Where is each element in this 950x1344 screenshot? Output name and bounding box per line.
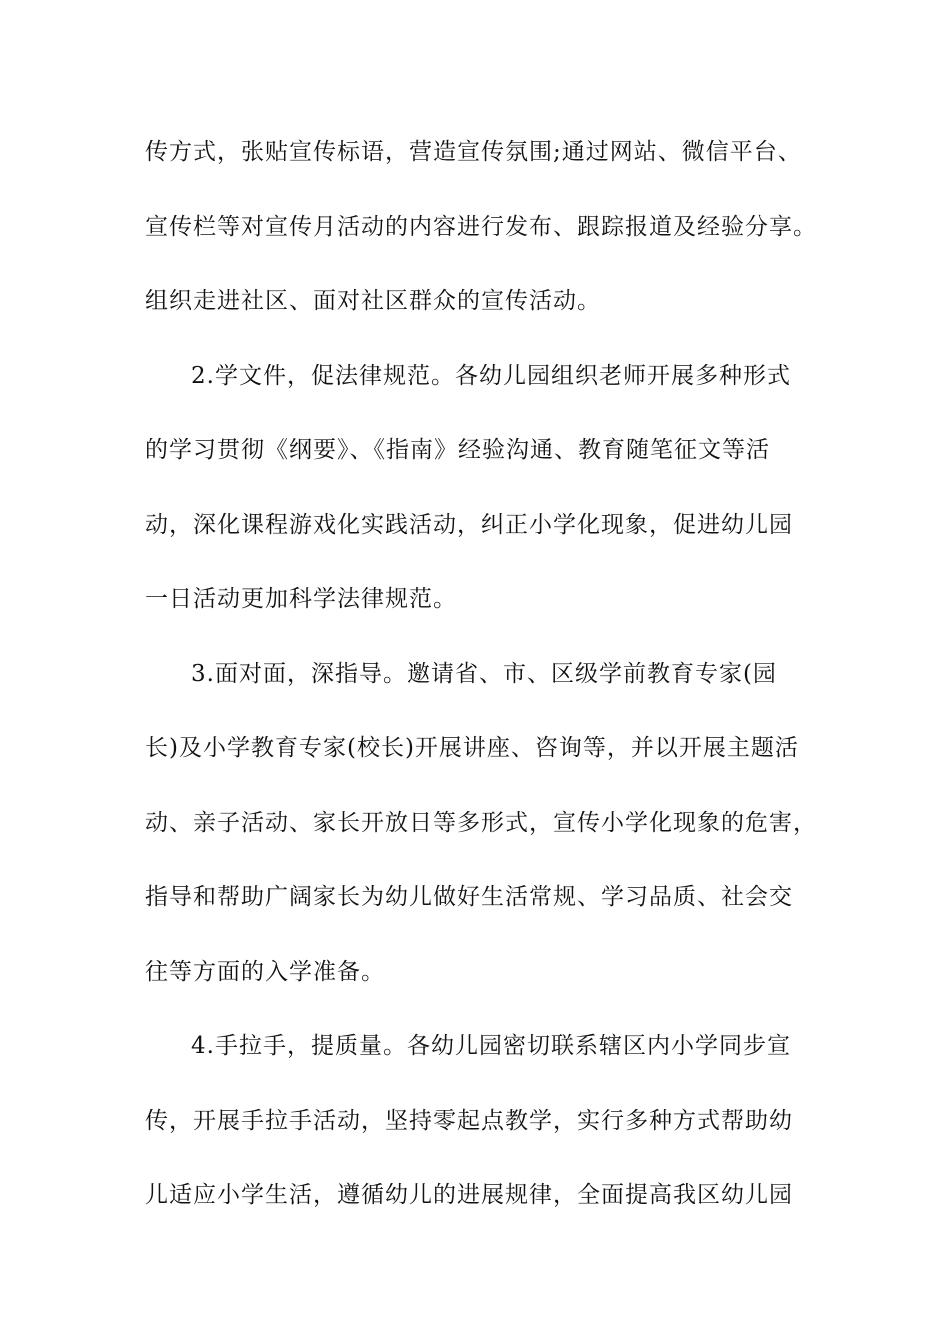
text-line: 儿适应小学生活，遵循幼儿的进展规律，全面提高我区幼儿园	[145, 1182, 793, 1208]
text-line: 一日活动更加科学法律规范。	[145, 586, 457, 612]
text-line: 组织走进社区、面对社区群众的宣传活动。	[145, 288, 601, 314]
paragraph-heading-line: 4.手拉手，提质量。各幼儿园密切联系辖区内小学同步宣	[191, 1033, 791, 1059]
paragraph-heading-line: 2.学文件，促法律规范。各幼儿园组织老师开展多种形式	[191, 362, 791, 389]
text-line: 宣传栏等对宣传月活动的内容进行发布、跟踪报道及经验分享。	[145, 213, 817, 240]
text-line: 传，开展手拉手活动，坚持零起点教学，实行多种方式帮助幼	[145, 1107, 793, 1134]
text-line: 动、亲子活动、家长开放日等多形式，宣传小学化现象的危害，	[145, 809, 817, 836]
text-line: 的学习贯彻《纲要》、《指南》经验沟通、教育随笔征文等活	[145, 437, 770, 463]
text-line: 动，深化课程游戏化实践活动，纠正小学化现象，促进幼儿园	[145, 511, 793, 538]
paragraph-heading-line: 3.面对面，深指导。邀请省、市、区级学前教育专家(园	[191, 660, 777, 687]
text-line: 长)及小学教育专家(校长)开展讲座、咨询等，并以开展主题活	[145, 735, 799, 761]
text-line: 往等方面的入学准备。	[145, 958, 385, 985]
text-line: 传方式，张贴宣传标语，营造宣传氛围;通过网站、微信平台、	[145, 139, 802, 165]
document-body	[145, 126, 835, 1244]
text-line: 指导和帮助广阔家长为幼儿做好生活常规、学习品质、社会交	[145, 884, 793, 910]
